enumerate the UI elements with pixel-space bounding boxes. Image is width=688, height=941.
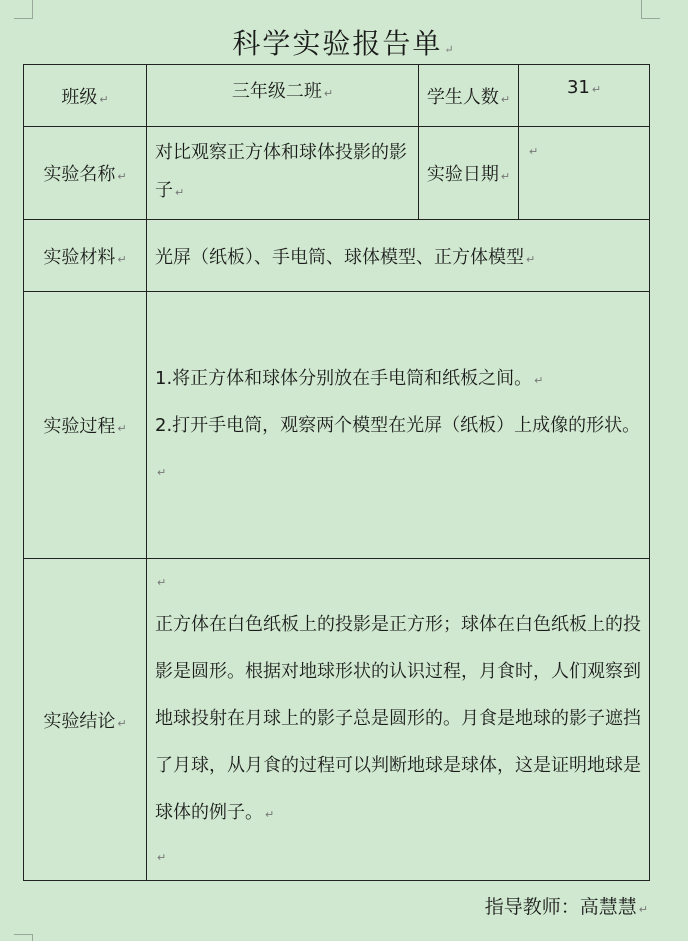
paragraph-mark-icon: ↵: [175, 186, 185, 199]
process-label-cell[interactable]: 实验过程 ↵: [24, 292, 147, 559]
name-value-cell[interactable]: 对比观察正方体和球体投影的影子 ↵: [147, 127, 419, 220]
report-title[interactable]: [0, 22, 688, 62]
class-value-cell[interactable]: 三年级二班 ↵: [147, 65, 419, 127]
table-row: [24, 65, 650, 127]
paragraph-mark-icon: ↵: [157, 465, 167, 479]
table-row: [24, 292, 650, 559]
process-step: 1.将正方体和球体分别放在手电筒和纸板之间。 ↵: [155, 367, 544, 389]
date-label-cell[interactable]: 实验日期 ↵: [419, 127, 519, 220]
table-row: [24, 127, 650, 220]
teacher-label: 指导教师：: [484, 896, 580, 918]
empty-paragraph: [155, 838, 641, 876]
paragraph-mark-icon: ↵: [117, 422, 127, 435]
paragraph-mark-icon: ↵: [500, 92, 511, 106]
paragraph-mark-icon: ↵: [323, 87, 334, 100]
paragraph-mark-icon: ↵: [265, 808, 275, 821]
process-value-cell[interactable]: [147, 292, 650, 559]
paragraph-mark-icon: ↵: [99, 92, 109, 106]
title-text: 科学实验报告单: [232, 27, 443, 60]
paragraph-mark-icon: ↵: [591, 83, 602, 96]
class-label-cell[interactable]: 班级 ↵: [24, 65, 147, 127]
paragraph-mark-icon: ↵: [117, 170, 127, 183]
paragraph-mark-icon: ↵: [157, 851, 167, 864]
conclusion-text: 正方体在白色纸板上的投影是正方形；球体在白色纸板上的投影是圆形。根据对地球形状的认识过程，月食时，人们观察到地球投射在月球上的影子总是圆形的。月食是地球的影子遮挡了月球，从月食的过程可以判断地球是球体，这是证明地球是球体的例子。 ↵: [155, 614, 641, 823]
paragraph-mark-icon: ↵: [117, 716, 127, 730]
table-row: [24, 220, 650, 292]
page-corner-mark: [641, 0, 660, 19]
conclusion-value-cell[interactable]: [147, 559, 650, 881]
paragraph-mark-icon: ↵: [526, 252, 536, 266]
students-label-cell[interactable]: 学生人数 ↵: [419, 65, 519, 127]
name-label-cell[interactable]: 实验名称 ↵: [24, 127, 147, 220]
materials-label-cell[interactable]: 实验材料 ↵: [24, 220, 147, 292]
report-table: [23, 64, 650, 881]
date-value-cell[interactable]: [519, 127, 650, 220]
page-corner-mark: [14, 0, 33, 19]
teacher-signature-line[interactable]: [485, 892, 648, 919]
process-step: 2.打开手电筒，观察两个模型在光屏（纸板）上成像的形状。↵: [155, 414, 641, 479]
paragraph-mark-icon: ↵: [444, 43, 456, 56]
paragraph-mark-icon: ↵: [529, 145, 539, 158]
page-corner-mark: [14, 934, 33, 941]
paragraph-mark-icon: ↵: [500, 170, 511, 183]
empty-paragraph: [155, 563, 641, 601]
conclusion-label-cell[interactable]: 实验结论 ↵: [24, 559, 147, 881]
paragraph-mark-icon: ↵: [638, 903, 648, 916]
teacher-name: 高慧慧: [579, 896, 637, 918]
paragraph-mark-icon: ↵: [117, 252, 127, 266]
paragraph-mark-icon: ↵: [157, 576, 167, 589]
materials-value-cell[interactable]: 光屏（纸板）、手电筒、球体模型、正方体模型 ↵: [147, 220, 650, 292]
paragraph-mark-icon: ↵: [534, 373, 544, 387]
students-value-cell[interactable]: 31 ↵: [519, 65, 650, 127]
table-row: [24, 559, 650, 881]
